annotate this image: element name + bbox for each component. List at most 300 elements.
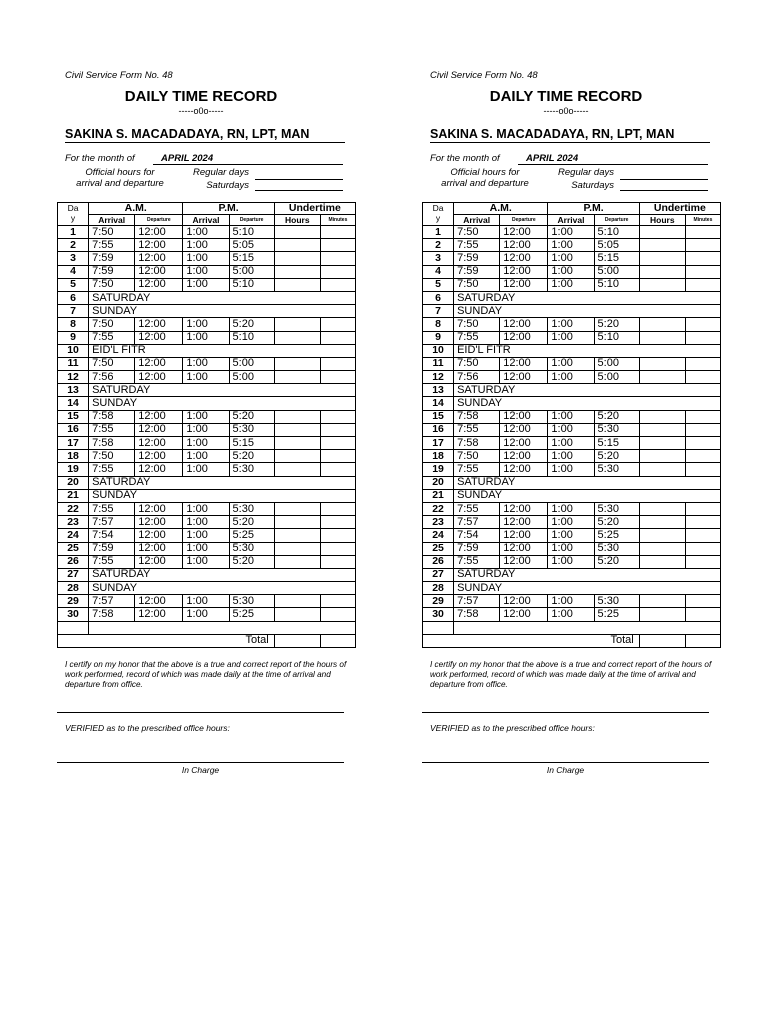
table-row (58, 608, 356, 621)
table-row (423, 318, 721, 331)
undertime-minutes-cell (685, 516, 720, 529)
undertime-hours-cell (639, 542, 685, 555)
table-row (423, 423, 721, 436)
saturdays-line (620, 190, 708, 191)
undertime-hours-cell (274, 450, 320, 463)
day-cell: 2 (423, 239, 454, 252)
pm-arrival-cell: 1:00 (183, 608, 229, 621)
total-row (58, 634, 356, 647)
day-cell: 28 (423, 582, 454, 595)
pm-arrival-cell: 1:00 (548, 265, 594, 278)
day-cell: 1 (423, 226, 454, 239)
day-cell: 27 (58, 568, 89, 581)
table-row (58, 582, 356, 595)
pm-departure-cell: 5:30 (594, 595, 639, 608)
am-departure-cell: 12:00 (500, 331, 548, 344)
day-cell: 6 (423, 291, 454, 304)
undertime-minutes-cell (320, 423, 355, 436)
am-departure-cell: 12:00 (135, 252, 183, 265)
undertime-minutes-cell (320, 371, 355, 384)
undertime-minutes-cell (320, 450, 355, 463)
day-note-cell: SUNDAY (454, 582, 721, 595)
day-cell: 21 (58, 489, 89, 502)
undertime-hours-cell (639, 278, 685, 291)
am-arrival-cell: 7:55 (454, 331, 500, 344)
day-cell: 16 (423, 423, 454, 436)
employee-signature-line (422, 712, 709, 713)
pm-arrival-cell: 1:00 (548, 252, 594, 265)
pm-departure-cell: 5:00 (594, 371, 639, 384)
am-departure-cell: 12:00 (500, 502, 548, 515)
header-am: A.M. (454, 203, 548, 215)
undertime-minutes-cell (320, 555, 355, 568)
day-cell: 11 (58, 357, 89, 370)
header-am-departure: Departure (135, 215, 183, 226)
am-arrival-cell: 7:50 (89, 318, 135, 331)
undertime-hours-cell (274, 437, 320, 450)
month-value: APRIL 2024 (518, 153, 708, 165)
pm-departure-cell: 5:00 (594, 357, 639, 370)
day-cell: 29 (423, 595, 454, 608)
undertime-minutes-cell (685, 357, 720, 370)
pm-arrival-cell: 1:00 (183, 450, 229, 463)
day-cell: 25 (58, 542, 89, 555)
table-row (58, 371, 356, 384)
undertime-minutes-cell (685, 437, 720, 450)
table-row (423, 371, 721, 384)
title-decoration: -----o0o----- (543, 106, 589, 116)
undertime-minutes-cell (320, 252, 355, 265)
am-arrival-cell: 7:55 (89, 463, 135, 476)
undertime-minutes-cell (685, 595, 720, 608)
table-row (423, 489, 721, 502)
pm-arrival-cell: 1:00 (183, 463, 229, 476)
form-title: DAILY TIME RECORD (124, 88, 278, 105)
title-decoration: -----o0o----- (178, 106, 224, 116)
official-hours-line1: Official hours for (450, 167, 520, 178)
table-row (423, 568, 721, 581)
am-departure-cell: 12:00 (500, 608, 548, 621)
undertime-hours-cell (274, 318, 320, 331)
am-departure-cell: 12:00 (500, 226, 548, 239)
pm-departure-cell: 5:25 (594, 608, 639, 621)
am-departure-cell: 12:00 (135, 423, 183, 436)
pm-departure-cell: 5:15 (229, 437, 274, 450)
table-row (423, 305, 721, 318)
day-cell: 30 (58, 608, 89, 621)
header-am-departure: Departure (500, 215, 548, 226)
table-row (423, 252, 721, 265)
undertime-minutes-cell (320, 542, 355, 555)
table-row (58, 357, 356, 370)
day-cell: 28 (58, 582, 89, 595)
day-cell: 12 (58, 371, 89, 384)
day-cell: 6 (58, 291, 89, 304)
am-arrival-cell: 7:55 (454, 555, 500, 568)
undertime-minutes-cell (320, 239, 355, 252)
table-row (423, 344, 721, 357)
pm-arrival-cell: 1:00 (183, 595, 229, 608)
am-departure-cell: 12:00 (135, 595, 183, 608)
total-hours-cell (274, 634, 320, 647)
am-arrival-cell: 7:55 (89, 423, 135, 436)
am-arrival-cell: 7:50 (454, 357, 500, 370)
am-arrival-cell: 7:57 (89, 595, 135, 608)
header-pm: P.M. (548, 203, 639, 215)
undertime-hours-cell (274, 252, 320, 265)
day-cell: 10 (58, 344, 89, 357)
pm-departure-cell: 5:20 (229, 555, 274, 568)
undertime-hours-cell (639, 252, 685, 265)
in-charge-label: In Charge (546, 765, 585, 775)
am-arrival-cell: 7:50 (89, 450, 135, 463)
table-row (423, 291, 721, 304)
day-note-cell: EID'L FITR (89, 344, 356, 357)
header-pm: P.M. (183, 203, 274, 215)
table-row (58, 450, 356, 463)
am-arrival-cell: 7:58 (89, 410, 135, 423)
day-cell (58, 621, 89, 634)
day-cell: 26 (423, 555, 454, 568)
header-day-line2: y (435, 213, 441, 223)
pm-arrival-cell: 1:00 (183, 371, 229, 384)
undertime-hours-cell (274, 529, 320, 542)
table-row (58, 265, 356, 278)
total-label: Total (58, 634, 275, 647)
table-row (58, 423, 356, 436)
am-arrival-cell: 7:56 (454, 371, 500, 384)
undertime-minutes-cell (320, 516, 355, 529)
undertime-minutes-cell (320, 463, 355, 476)
undertime-minutes-cell (685, 410, 720, 423)
am-departure-cell: 12:00 (500, 529, 548, 542)
pm-departure-cell: 5:20 (594, 318, 639, 331)
header-day-line2: y (70, 213, 76, 223)
day-note-cell: SATURDAY (89, 291, 356, 304)
am-departure-cell: 12:00 (135, 529, 183, 542)
am-arrival-cell: 7:55 (89, 331, 135, 344)
pm-departure-cell: 5:10 (229, 226, 274, 239)
table-row (58, 318, 356, 331)
pm-arrival-cell: 1:00 (183, 226, 229, 239)
day-cell: 16 (58, 423, 89, 436)
pm-arrival-cell: 1:00 (548, 239, 594, 252)
undertime-minutes-cell (685, 608, 720, 621)
undertime-minutes-cell (320, 226, 355, 239)
saturdays-label: Saturdays (571, 180, 614, 191)
am-arrival-cell: 7:55 (454, 463, 500, 476)
day-cell: 14 (58, 397, 89, 410)
day-cell: 2 (58, 239, 89, 252)
table-row (58, 437, 356, 450)
table-row (58, 516, 356, 529)
header-minutes: Minutes (320, 215, 355, 226)
table-row (58, 568, 356, 581)
undertime-minutes-cell (685, 463, 720, 476)
undertime-minutes-cell (685, 318, 720, 331)
day-note-cell: SUNDAY (89, 305, 356, 318)
am-departure-cell: 12:00 (135, 555, 183, 568)
form-number: Civil Service Form No. 48 (65, 70, 173, 81)
pm-departure-cell: 5:25 (594, 529, 639, 542)
table-row (423, 542, 721, 555)
pm-arrival-cell: 1:00 (183, 357, 229, 370)
pm-departure-cell: 5:20 (594, 450, 639, 463)
day-cell: 25 (423, 542, 454, 555)
header-minutes: Minutes (685, 215, 720, 226)
header-am-arrival: Arrival (89, 215, 135, 226)
table-row (423, 397, 721, 410)
am-departure-cell: 12:00 (135, 463, 183, 476)
am-departure-cell: 12:00 (135, 278, 183, 291)
pm-departure-cell: 5:30 (594, 502, 639, 515)
certification-text: I certify on my honor that the above is a true and correct report of the hours of work performed, record of which was made daily at the time of arrival and departure from office. (430, 660, 712, 689)
undertime-minutes-cell (320, 410, 355, 423)
table-row (58, 595, 356, 608)
am-departure-cell: 12:00 (500, 318, 548, 331)
pm-arrival-cell: 1:00 (183, 437, 229, 450)
am-arrival-cell: 7:56 (89, 371, 135, 384)
header-undertime: Undertime (274, 203, 355, 215)
am-departure-cell: 12:00 (500, 252, 548, 265)
header-am: A.M. (89, 203, 183, 215)
table-row (423, 239, 721, 252)
am-arrival-cell: 7:57 (454, 516, 500, 529)
official-hours-label (65, 167, 175, 189)
day-note-cell: SATURDAY (454, 476, 721, 489)
day-note-cell: SATURDAY (454, 568, 721, 581)
day-cell: 5 (423, 278, 454, 291)
undertime-minutes-cell (685, 226, 720, 239)
undertime-hours-cell (639, 463, 685, 476)
am-departure-cell: 12:00 (135, 371, 183, 384)
day-cell: 24 (423, 529, 454, 542)
header-undertime: Undertime (639, 203, 720, 215)
table-row (58, 239, 356, 252)
am-departure-cell: 12:00 (500, 437, 548, 450)
undertime-minutes-cell (320, 437, 355, 450)
undertime-minutes-cell (320, 608, 355, 621)
pm-arrival-cell: 1:00 (548, 437, 594, 450)
pm-arrival-cell: 1:00 (183, 410, 229, 423)
pm-departure-cell: 5:20 (229, 410, 274, 423)
day-cell: 8 (423, 318, 454, 331)
regular-days-line (255, 179, 343, 180)
pm-arrival-cell: 1:00 (183, 529, 229, 542)
verified-text: VERIFIED as to the prescribed office hours: (65, 723, 230, 733)
undertime-hours-cell (639, 423, 685, 436)
header-hours: Hours (639, 215, 685, 226)
day-note-cell: SATURDAY (89, 384, 356, 397)
pm-departure-cell: 5:20 (594, 555, 639, 568)
pm-departure-cell: 5:00 (594, 265, 639, 278)
am-arrival-cell: 7:57 (89, 516, 135, 529)
table-row (423, 463, 721, 476)
am-departure-cell: 12:00 (500, 239, 548, 252)
am-arrival-cell: 7:59 (89, 252, 135, 265)
day-note-cell: SUNDAY (89, 489, 356, 502)
undertime-minutes-cell (320, 595, 355, 608)
total-minutes-cell (685, 634, 720, 647)
undertime-hours-cell (274, 226, 320, 239)
day-cell: 23 (423, 516, 454, 529)
pm-arrival-cell: 1:00 (548, 450, 594, 463)
day-note-cell: SATURDAY (89, 476, 356, 489)
day-note-cell: SUNDAY (454, 489, 721, 502)
blank-cell (89, 621, 356, 634)
pm-arrival-cell: 1:00 (183, 318, 229, 331)
am-departure-cell: 12:00 (500, 371, 548, 384)
table-row (423, 516, 721, 529)
table-row (58, 489, 356, 502)
pm-departure-cell: 5:30 (229, 542, 274, 555)
table-row (423, 357, 721, 370)
undertime-minutes-cell (685, 542, 720, 555)
table-row (423, 582, 721, 595)
am-arrival-cell: 7:59 (454, 252, 500, 265)
undertime-minutes-cell (685, 265, 720, 278)
employee-name: SAKINA S. MACADADAYA, RN, LPT, MAN (65, 127, 345, 143)
table-row (423, 502, 721, 515)
am-arrival-cell: 7:50 (454, 318, 500, 331)
undertime-hours-cell (639, 502, 685, 515)
undertime-minutes-cell (685, 331, 720, 344)
am-departure-cell: 12:00 (135, 410, 183, 423)
form-number: Civil Service Form No. 48 (430, 70, 538, 81)
day-cell: 4 (58, 265, 89, 278)
day-cell: 22 (423, 502, 454, 515)
in-charge-signature-line (422, 762, 709, 763)
day-cell: 7 (58, 305, 89, 318)
undertime-hours-cell (274, 608, 320, 621)
pm-arrival-cell: 1:00 (183, 331, 229, 344)
am-departure-cell: 12:00 (500, 278, 548, 291)
saturdays-line (255, 190, 343, 191)
day-cell: 5 (58, 278, 89, 291)
day-cell: 30 (423, 608, 454, 621)
undertime-hours-cell (274, 357, 320, 370)
header-am-arrival: Arrival (454, 215, 500, 226)
pm-departure-cell: 5:30 (229, 463, 274, 476)
undertime-minutes-cell (685, 555, 720, 568)
day-note-cell: SUNDAY (454, 397, 721, 410)
regular-days-label: Regular days (558, 167, 614, 178)
pm-departure-cell: 5:30 (594, 463, 639, 476)
pm-departure-cell: 5:15 (594, 252, 639, 265)
table-row (423, 278, 721, 291)
month-label: For the month of (65, 153, 135, 164)
header-hours: Hours (274, 215, 320, 226)
undertime-minutes-cell (685, 423, 720, 436)
official-hours-line1: Official hours for (85, 167, 155, 178)
header-day (58, 203, 89, 226)
certification-text: I certify on my honor that the above is a true and correct report of the hours of work performed, record of which was made daily at the time of arrival and departure from office. (65, 660, 347, 689)
undertime-hours-cell (274, 239, 320, 252)
regular-days-label: Regular days (193, 167, 249, 178)
pm-arrival-cell: 1:00 (548, 226, 594, 239)
table-row (58, 502, 356, 515)
am-arrival-cell: 7:55 (454, 502, 500, 515)
undertime-minutes-cell (685, 239, 720, 252)
pm-arrival-cell: 1:00 (548, 318, 594, 331)
day-cell: 15 (423, 410, 454, 423)
undertime-hours-cell (639, 239, 685, 252)
am-departure-cell: 12:00 (500, 410, 548, 423)
day-cell: 15 (58, 410, 89, 423)
undertime-hours-cell (274, 331, 320, 344)
day-cell: 17 (423, 437, 454, 450)
am-departure-cell: 12:00 (500, 516, 548, 529)
undertime-minutes-cell (685, 502, 720, 515)
day-cell: 3 (423, 252, 454, 265)
day-cell: 23 (58, 516, 89, 529)
pm-arrival-cell: 1:00 (183, 239, 229, 252)
header-day-line1: Da (67, 203, 79, 213)
table-row-blank (423, 621, 721, 634)
am-arrival-cell: 7:59 (89, 542, 135, 555)
table-row (58, 555, 356, 568)
pm-departure-cell: 5:30 (594, 423, 639, 436)
undertime-hours-cell (639, 516, 685, 529)
table-row (423, 384, 721, 397)
undertime-hours-cell (639, 331, 685, 344)
undertime-minutes-cell (685, 450, 720, 463)
table-row (423, 437, 721, 450)
am-arrival-cell: 7:54 (454, 529, 500, 542)
table-row (423, 476, 721, 489)
undertime-hours-cell (274, 542, 320, 555)
pm-departure-cell: 5:00 (229, 371, 274, 384)
day-cell: 22 (58, 502, 89, 515)
total-label: Total (423, 634, 640, 647)
am-arrival-cell: 7:55 (89, 239, 135, 252)
am-arrival-cell: 7:59 (454, 265, 500, 278)
am-departure-cell: 12:00 (500, 595, 548, 608)
undertime-hours-cell (639, 318, 685, 331)
pm-arrival-cell: 1:00 (548, 410, 594, 423)
undertime-hours-cell (274, 463, 320, 476)
undertime-hours-cell (274, 265, 320, 278)
table-row (58, 278, 356, 291)
am-arrival-cell: 7:58 (454, 608, 500, 621)
table-row (58, 305, 356, 318)
am-arrival-cell: 7:54 (89, 529, 135, 542)
pm-departure-cell: 5:15 (594, 437, 639, 450)
am-arrival-cell: 7:58 (454, 410, 500, 423)
pm-departure-cell: 5:30 (229, 502, 274, 515)
undertime-minutes-cell (320, 357, 355, 370)
am-departure-cell: 12:00 (500, 423, 548, 436)
day-cell: 19 (423, 463, 454, 476)
am-departure-cell: 12:00 (135, 516, 183, 529)
am-arrival-cell: 7:50 (454, 450, 500, 463)
am-departure-cell: 12:00 (500, 265, 548, 278)
undertime-hours-cell (274, 371, 320, 384)
undertime-hours-cell (639, 555, 685, 568)
day-note-cell: SUNDAY (89, 397, 356, 410)
table-row (58, 410, 356, 423)
undertime-hours-cell (274, 410, 320, 423)
am-departure-cell: 12:00 (500, 463, 548, 476)
am-arrival-cell: 7:55 (89, 555, 135, 568)
undertime-minutes-cell (685, 529, 720, 542)
undertime-hours-cell (274, 502, 320, 515)
am-departure-cell: 12:00 (500, 450, 548, 463)
pm-departure-cell: 5:20 (594, 410, 639, 423)
day-cell: 20 (58, 476, 89, 489)
undertime-hours-cell (639, 529, 685, 542)
table-row (58, 463, 356, 476)
